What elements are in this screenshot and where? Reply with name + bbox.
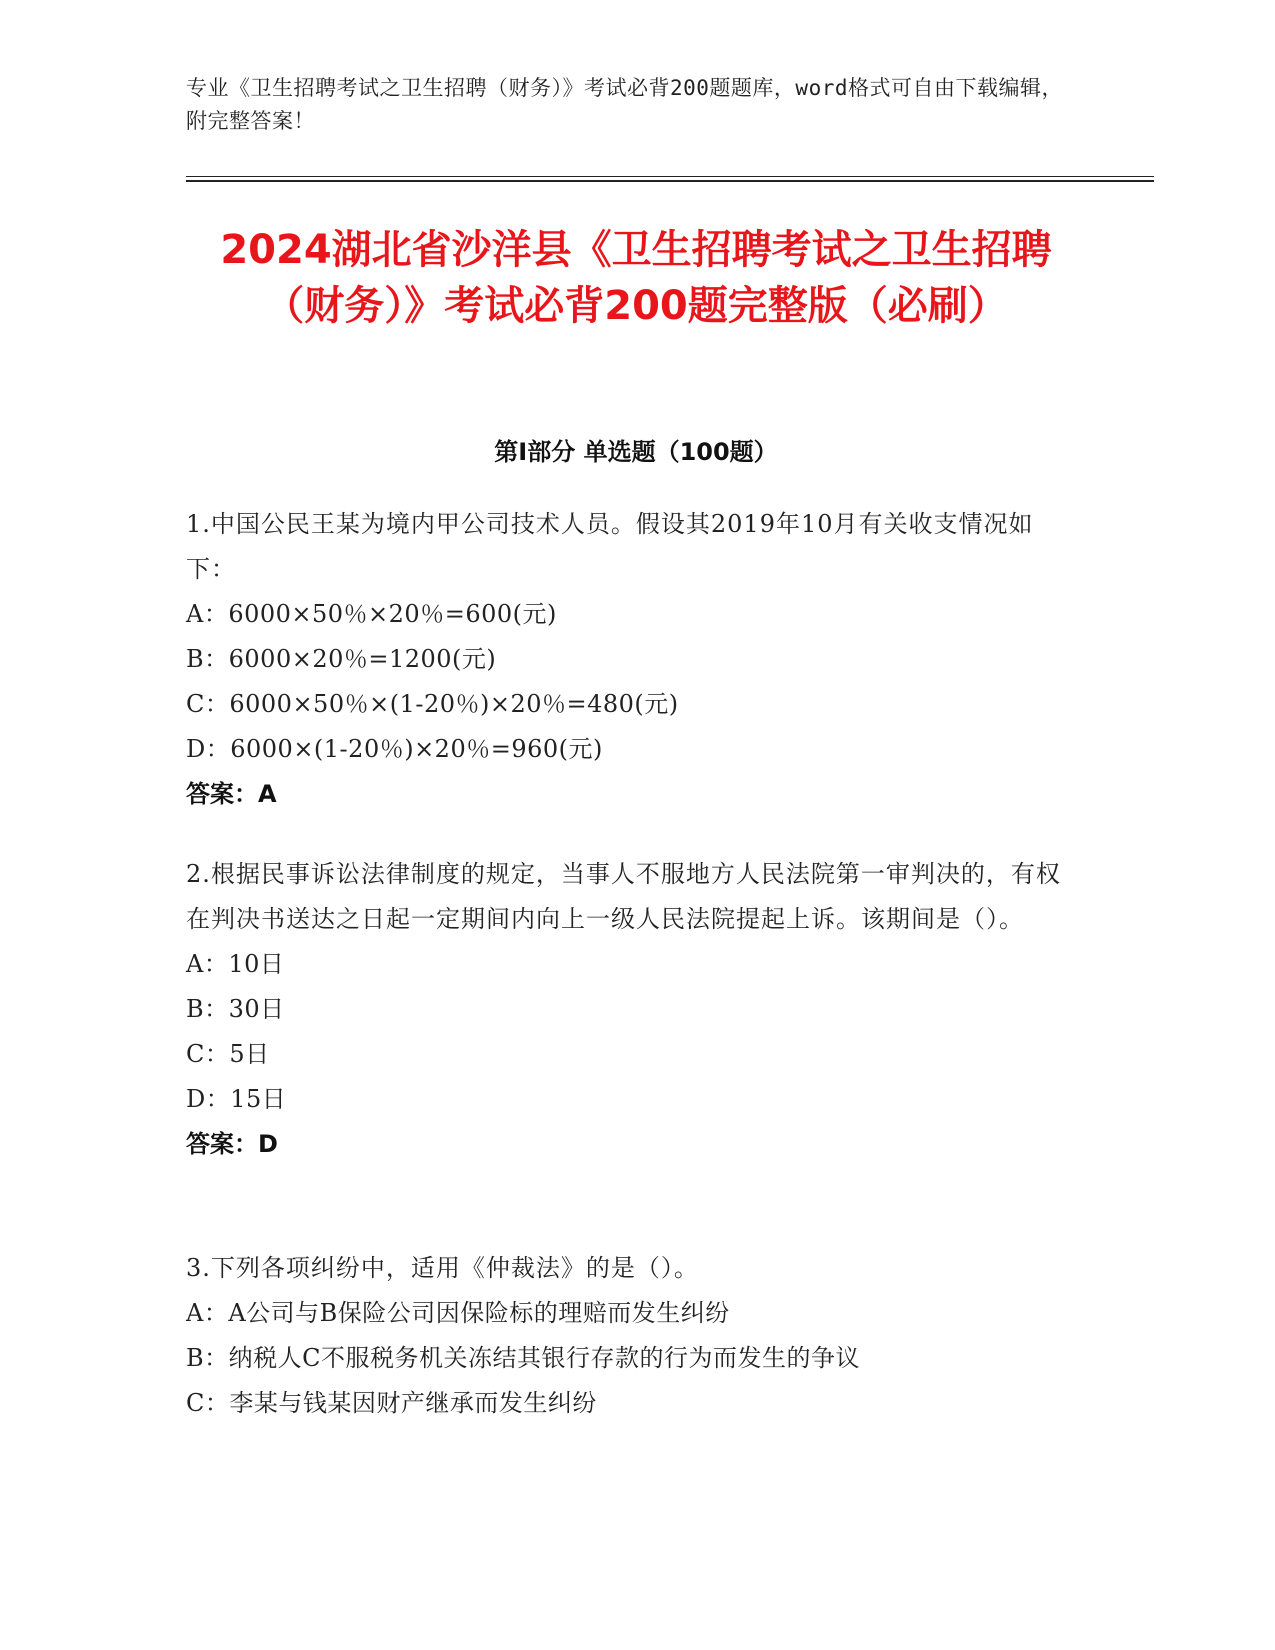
option-a: A：A公司与B保险公司因保险标的理赔而发生纠纷: [186, 1299, 730, 1327]
option-b: B：30日: [186, 995, 285, 1023]
question-stem: 2.根据民事诉讼法律制度的规定，当事人不服地方人民法院第一审判决的，有权在判决书送达之日起一定期间内向上一级人民法院提起上诉。该期间是（）。: [186, 860, 1061, 933]
option-b: B：6000×20％=1200(元): [186, 645, 497, 673]
option-b: B：纳税人C不服税务机关冻结其银行存款的行为而发生的争议: [186, 1344, 860, 1372]
option-a: A：10日: [186, 950, 285, 978]
answer: 答案：A: [186, 780, 277, 808]
option-c: C：李某与钱某因财产继承而发生纠纷: [186, 1389, 597, 1417]
section-title: 第Ⅰ部分 单选题（100题）: [494, 438, 778, 466]
document-title: 2024湖北省沙洋县《卫生招聘考试之卫生招聘（财务）》考试必背200题完整版（必刷）: [220, 227, 1052, 329]
question-stem: 1.中国公民王某为境内甲公司技术人员。假设其2019年10月有关收支情况如下：: [186, 510, 1034, 583]
question-3: [186, 1246, 1066, 1426]
option-c: C：6000×50％×(1-20％)×20％=480(元): [186, 690, 679, 718]
question-1: [186, 502, 1066, 817]
option-c: C：5日: [186, 1040, 270, 1068]
header-divider-thin: [186, 176, 1154, 177]
header-divider-thick: [186, 180, 1154, 182]
header-note: 专业《卫生招聘考试之卫生招聘（财务）》考试必背200题题库，word格式可自由下载编辑，附完整答案！: [186, 76, 1063, 133]
option-d: D：6000×(1-20％)×20％=960(元): [186, 735, 603, 763]
answer: 答案：D: [186, 1130, 278, 1158]
option-d: D：15日: [186, 1085, 287, 1113]
question-stem: 3.下列各项纠纷中，适用《仲裁法》的是（）。: [186, 1254, 699, 1282]
option-a: A：6000×50％×20％=600(元): [186, 600, 557, 628]
question-2: [186, 852, 1066, 1167]
